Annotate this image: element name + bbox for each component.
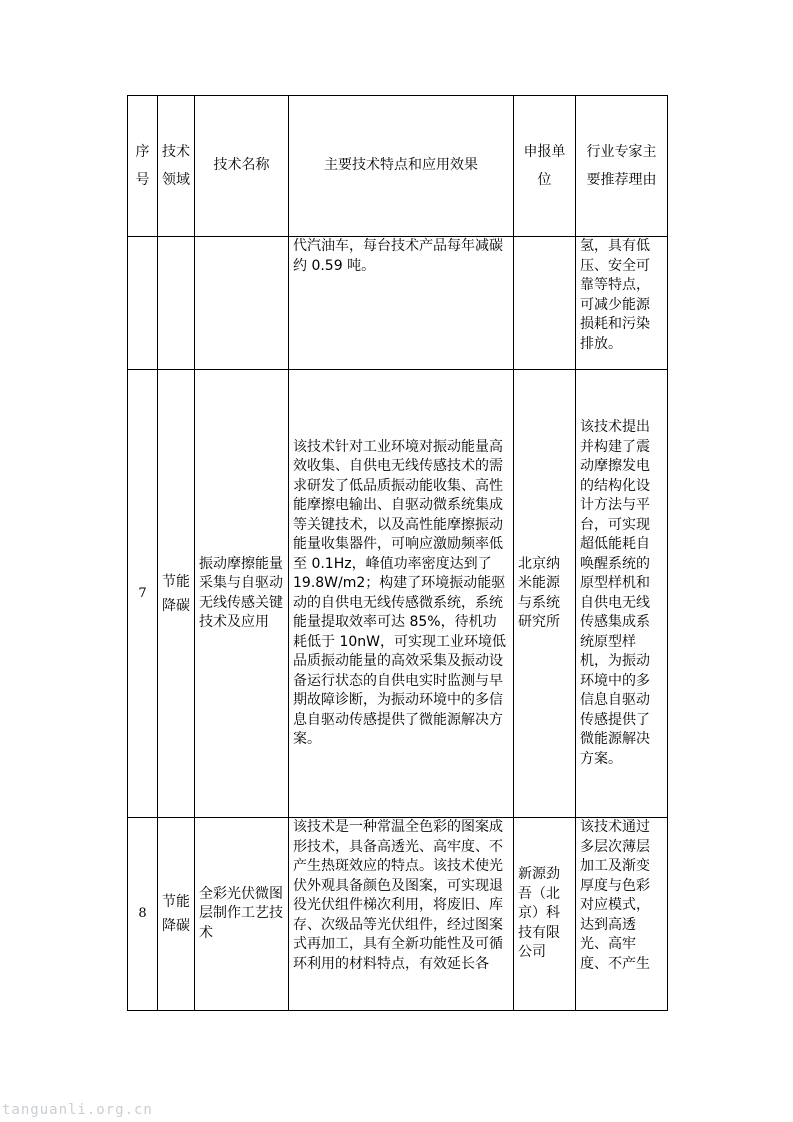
cell-field: 节能降碳 [158,370,195,818]
header-features: 主要技术特点和应用效果 [289,96,514,237]
header-index: 序号 [128,96,158,237]
cell-name: 振动摩擦能量采集与自驱动无线传感关键技术及应用 [195,370,289,818]
header-field: 技术领域 [158,96,195,237]
cell-index: 7 [128,370,158,818]
header-unit: 申报单位 [514,96,576,237]
table-header-row [128,96,668,237]
technology-table [127,95,668,1011]
table-row [128,370,668,818]
header-reason: 行业专家主要推荐理由 [576,96,668,237]
cell-index: 8 [128,818,158,1011]
table-row-continued [128,237,668,370]
cell-features: 代汽油车，每台技术产品每年减碳约 0.59 吨。 [289,237,514,370]
cell-name: 全彩光伏微图层制作工艺技术 [195,818,289,1011]
header-name: 技术名称 [195,96,289,237]
cell-index [128,237,158,370]
cell-field [158,237,195,370]
cell-reason: 该技术通过多层次薄层加工及渐变厚度与色彩对应模式，达到高透光、高牢度、不产生 [576,818,668,1011]
cell-unit: 北京纳米能源与系统研究所 [514,370,576,818]
table-row [128,818,668,1011]
cell-reason: 该技术提出并构建了震动摩擦发电的结构化设计方法与平台，可实现超低能耗自唤醒系统的原型样机和自供电无线传感集成系统原型样机，为振动环境中的多信息自驱动传感提供了微能源解决方案。 [576,370,668,818]
cell-unit: 新源劲吾（北京）科技有限公司 [514,818,576,1011]
cell-field: 节能降碳 [158,818,195,1011]
cell-features: 该技术针对工业环境对振动能量高效收集、自供电无线传感技术的需求研发了低品质振动能收集、高性能摩擦电输出、自驱动微系统集成等关键技术，以及高性能摩擦振动能量收集器件，可响应激励频率低至 0.1Hz，峰值功率密度达到了 19.8W/m2；构建了环境振动能驱动的自供电无线传感微系统，系统能量提取效率可达 85%，待机功耗低于 10nW，可实现工业环境低品质振动能量的高效采集及振动设备运行状态的自供电实时监测与早期故障诊断，为振动环境中的多信息自驱动传感提供了微能源解决方案。 [289,370,514,818]
cell-unit [514,237,576,370]
cell-reason: 氢，具有低压、安全可靠等特点，可减少能源损耗和污染排放。 [576,237,668,370]
watermark: tanguanli.org.cn [2,1102,153,1118]
cell-name [195,237,289,370]
cell-features: 该技术是一种常温全色彩的图案成形技术，具备高透光、高牢度、不产生热斑效应的特点。该技术使光伏外观具备颜色及图案，可实现退役光伏组件梯次利用，将废旧、库存、次级品等光伏组件，经过图案式再加工，具有全新功能性及可循环利用的材料特点，有效延长各 [289,818,514,1011]
